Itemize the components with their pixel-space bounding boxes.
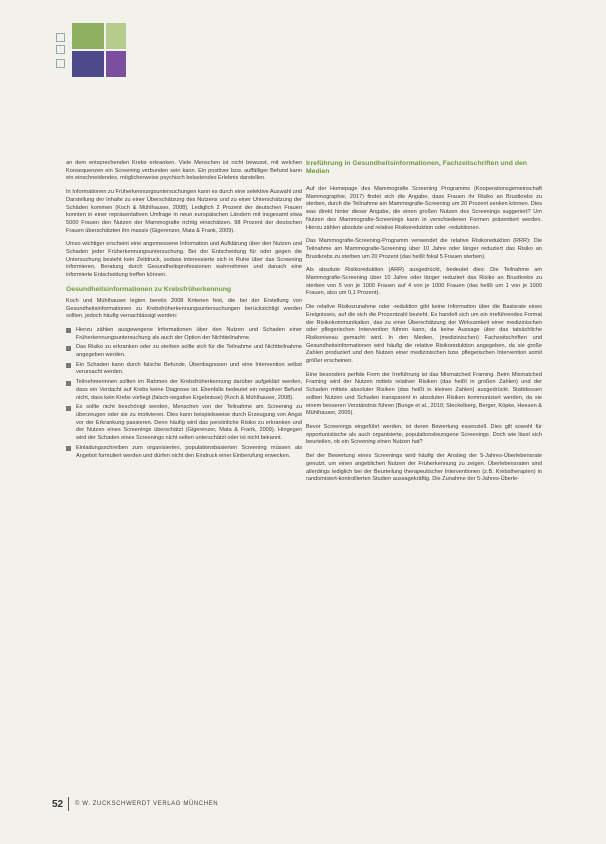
logo-green-square — [72, 23, 104, 49]
list-item: Einladungsschreiben zum organisierten, populationsbasierten Screening müssen als Angebot formuliert werden und dürfen nicht den Eindruck einer Einberufung erwecken. — [66, 445, 302, 460]
paragraph: Die relative Risikozunahme oder -reduktion gibt keine Information über die Basisrate eines Ereignisses, auf die sich die Prozentzahl bezieht. Es handelt sich um ein irreführendes Format der Risikokommunikation, das zu einer Überschätzung der Wirksamkeit einer medizinischen oder pflegerischen Intervention führen kann, da keine Aussage über das tatsächliche Risikoniveau gemacht wird. In den Medien, (medizinischen) Fachzeitschriften und Gesundheitsinformationen wird häufig die relative Risikoreduktion angegeben, da sie große Zahlen produziert und den Nutzen einer medizinischen bzw. pflegerischen Intervention somit größer erscheinen. — [306, 304, 542, 365]
right-column — [306, 160, 542, 490]
list-item: Ein Schaden kann durch falsche Befunde, Überdiagnosen und eine Intervention selbst verursacht werden. — [66, 362, 302, 377]
section-heading: Irreführung in Gesundheitsinformationen, Fachzeitschriften und den Medien — [306, 160, 527, 175]
paragraph: Auf der Homepage des Mammografie Screening Programms (Kooperationsgemeinschaft Mammographie, 2017) findet sich die Angabe, dass Frauen ihr Risiko an Brustkrebs zu sterben, durch die Teilnahme am Mammografie-Screening um 20 Prozent senken können. Dies was direkt hinter dieser Angabe, die einen großen Nutzen des Screenings suggeriert? Um Nutzen des Mammografie-Screenings kann in verschiedenen Formen präsentiert werden. Hierzu zählen absolute und relative Risikoreduktion oder -reduktionen. — [306, 186, 542, 231]
list-item: Das Risiko zu erkranken oder zu sterben sollte sich für die Teilnahme und Nichtteilnahme angegeben werden. — [66, 344, 302, 359]
logo-small-square — [56, 59, 65, 68]
paragraph: an dem entsprechenden Krebs erkranken. Viele Menschen ist nicht bewusst, mit welchen Konsequenzen ein Screening verbunden sein kann. Ein positiver bzw. auffälliger Befund kann ein einschneidendes, möglicherweise psychisch belastendes Erlebnis darstellen. — [66, 160, 302, 182]
publisher-line: © W. ZUCKSCHWERDT VERLAG MÜNCHEN — [75, 801, 219, 807]
logo-purple-square — [106, 51, 126, 77]
publisher-logo — [56, 23, 126, 79]
logo-light-green-square — [106, 23, 126, 49]
paragraph: Bevor Screenings eingeführt werden, ist deren Bewertung essenziell. Dies gilt sowohl für opportunistische als auch organisierte, populationsbezogene Screenings. Doch wie lässt sich beurteilen, ob ein Screening einen Nutzen hat? — [306, 423, 542, 446]
logo-indigo-square — [72, 51, 104, 77]
logo-small-square — [56, 33, 65, 42]
paragraph: Bei der Bewertung eines Screenings wird häufig der Anstieg der 5-Jahres-Überlebensrate genutzt, um einen angeblichen Nutzen der Früherkennung zu zeigen. Überlebensraten sind allerdings lediglich bei der Beurteilung therapeutischer Interventionen (z.B. Krebstherapien) in randomisiert-kontrollierten Studien aussagekräftig. Die Zunahme der 5-Jahres-Überle- — [306, 453, 542, 483]
left-column — [66, 160, 302, 462]
paragraph: Koch und Mühlhauser legten bereits 2008 Kriterien fest, die bei der Erstellung von Gesundheitsinformationen zu Krebsfrüherkennungsuntersuchungen berücksichtigt werden sollten, jedoch häufig vernachlässigt werden: — [66, 297, 302, 320]
paragraph: Als absolute Risikoreduktion (ARR) ausgedrückt, bedeutet dies: Die Teilnahme am Mammografie-Screening über 10 Jahre oder länger reduziert das Risiko an Brustkrebs zu sterben von 5 von je 1000 Frauen auf 4 von je 1000 Frauen (das heißt um 1 von je 1000 Frauen, also um 0,1 Prozent). — [306, 267, 542, 297]
list-item: Hierzu zählen ausgewogene Informationen über den Nutzen und Schaden einer Früherkennungsuntersuchung als auch der Option der Nichtteilnahme. — [66, 327, 302, 342]
page-footer — [52, 797, 218, 811]
section-heading: Gesundheitsinformationen zu Krebsfrüherkennung — [66, 285, 232, 293]
paragraph: Umso wichtiger erscheint eine angemessene Information und Aufklärung über den Nutzen und Schaden jeder Früherkennungsuntersuchung. Bei der Entscheidung für oder gegen die Untersuchung besteht kein Zeitdruck, sodass interessierte sich in Ruhe über das Screening informieren, Beratung durch Gesundheitsprofessionen wahrnehmen und danach eine informierte Entscheidung treffen können. — [66, 241, 302, 279]
footer-divider — [68, 797, 69, 811]
paragraph: Das Mammografie-Screening-Programm verwendet die relative Risikoreduktion (RRR): Die Teilnahme am Mammografie-Screening über 10 Jahre oder länger reduziert das Risiko an Brustkrebs zu sterben um 20 Prozent (das heißt fokal 5 Frauen sterben). — [306, 238, 542, 260]
page-number: 52 — [52, 798, 64, 810]
list-item: Es sollte nicht beschönigt werden, Menschen von der Teilnahme am Screening zu überzeugen oder sie zu motivieren. Dies kann beispielsweise durch Erzeugung von Angst vor der Erkrankung passieren. Denn häufig wird das persönliche Risiko zu erkranken und der Nutzen eines Screenings überschätzt (Gigerenzer, Mata & Frank, 2009). Hingegen wird der Schaden eines Screenings nicht selten unterschätzt oder ist nicht bekannt. — [66, 404, 302, 443]
logo-small-square — [56, 45, 65, 54]
paragraph: Eine besonders perfide Form der Irreführung ist das Mismatched Framing. Beim Mismatched Framing wird der Nutzen mittels relativer Risiken (das heißt in großen Zahlen) und der Schaden mittels absoluter Risiken (das heißt in kleinen Zahlen) ausgedrückt. Stattdessen sollten Nutzen und Schaden transparent in absoluten Risiken kommuniziert werden, da sie einem besseren Verständnis führen (Bunge et al., 2010; Steckelberg, Berger, Köpke, Heesen & Mühlhauser, 2005). — [306, 371, 542, 417]
criteria-list — [66, 327, 302, 460]
list-item: Teilnehmerinnen sollten im Rahmen der Krebsfrüherkennung darüber aufgeklärt werden, dass ein Verdacht auf Krebs keine Diagnose ist. Ebenfalls bedeutet ein negativer Befund nicht, dass kein Krebs vorliegt (falsch-negative Ergebnisse) (Koch & Mühlhauser, 2008). — [66, 379, 302, 402]
paragraph: In Informationen zu Früherkennungsuntersuchungen kann es durch eine selektive Auswahl und Darstellung der Inhalte zu einer Überschätzung des Nutzens und zu einer Unterschätzung der Schäden kommen (Koch & Mühlhauser, 2008). Lediglich 2 Prozent der deutschen Frauen konnten in einer repräsentativen Umfrage in neun europäischen Ländern mit insgesamt etwa 5000 Frauen den Nutzen der Mammografie richtig einschätzen. 98 Prozent der deutschen Frauen überschätzten ihn massiv (Gigerenzer, Mata & Frank, 2009). — [66, 189, 302, 234]
